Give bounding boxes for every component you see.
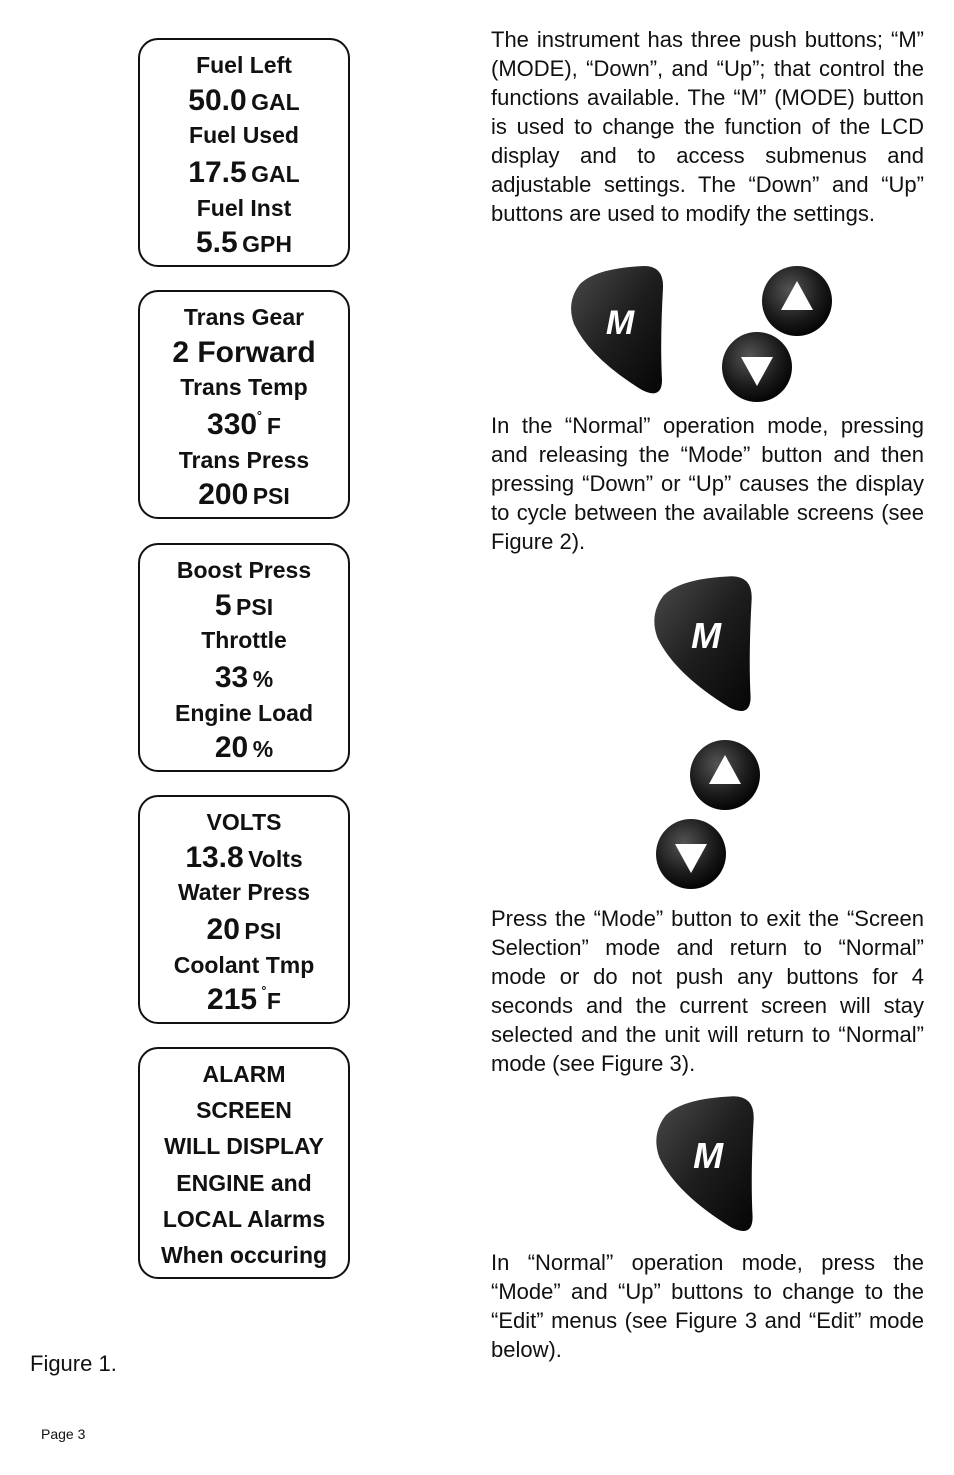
lcd-screen-engine	[138, 543, 350, 772]
lcd-screen-transmission	[138, 290, 350, 519]
screen-label: Boost Press	[176, 557, 312, 583]
mode-button-icon	[648, 572, 760, 716]
screen-unit: Volts	[248, 846, 303, 872]
screen-label: Trans Temp	[180, 374, 308, 400]
mode-button-icon	[566, 262, 670, 398]
alarm-line: ENGINE and	[176, 1170, 312, 1196]
screen-value: 330	[207, 408, 258, 441]
screen-unit: F	[266, 988, 281, 1014]
down-arrow-button-icon	[720, 330, 794, 404]
mode-button-icon	[650, 1092, 762, 1236]
screen-label: Throttle	[201, 627, 287, 653]
screen-unit: GPH	[242, 231, 292, 257]
screen-label: Engine Load	[175, 700, 313, 726]
screen-unit: PSI	[236, 594, 274, 620]
screen-label: Fuel Inst	[196, 195, 292, 221]
screen-value: 13.8	[185, 841, 244, 874]
alarm-line: When occuring	[160, 1242, 328, 1268]
up-arrow-button-icon	[760, 264, 834, 338]
screen-unit: PSI	[252, 483, 290, 509]
screen-value: 20	[214, 731, 249, 764]
alarm-line: SCREEN	[196, 1097, 292, 1123]
intro-paragraph: The instrument has three push buttons; “M” (MODE), “Down”, and “Up”; that control the functions available. The “M” (MODE) button is used to change the function of the LCD display and to access submenus and adjustable settings. The “Down” and “Up” buttons are used to modify the settings.	[491, 27, 924, 226]
screen-label: Coolant Tmp	[173, 952, 315, 978]
screen-label: Fuel Left	[196, 52, 292, 78]
screen-value: 33	[214, 661, 249, 694]
screen-value: 5.5	[195, 226, 238, 259]
screen-unit: PSI	[244, 918, 282, 944]
screen-unit: %	[252, 736, 274, 762]
degree-symbol: ˚	[257, 411, 263, 428]
screen-label: VOLTS	[206, 809, 282, 835]
down-arrow-button-icon	[654, 817, 728, 891]
normal-mode-paragraph: In the “Normal” operation mode, pressing and releasing the “Mode” button and then pressing “Down” or “Up” causes the display to cycle between the available screens (see Figure 2).	[491, 413, 924, 554]
screen-label: Water Press	[177, 879, 311, 905]
screen-label: Trans Gear	[183, 304, 305, 330]
edit-mode-paragraph: In “Normal” operation mode, press the “Mode” and “Up” buttons to change to the “Edit” menus (see Figure 3 and “Edit” mode below).	[491, 1250, 924, 1362]
degree-symbol: ˚	[261, 986, 267, 1003]
screen-unit: GAL	[251, 89, 300, 115]
mode-button-letter: M	[605, 304, 635, 342]
alarm-line: LOCAL Alarms	[162, 1206, 326, 1232]
screen-value: 215	[207, 983, 258, 1016]
screen-unit: GAL	[251, 161, 300, 187]
screen-value: 5	[214, 589, 232, 622]
up-arrow-button-icon	[688, 738, 762, 812]
figure-caption: Figure 1.	[30, 1351, 117, 1376]
page-number: Page 3	[41, 1426, 86, 1442]
screen-unit: %	[252, 666, 274, 692]
lcd-screen-electrical	[138, 795, 350, 1024]
screen-value: 2 Forward	[172, 336, 316, 369]
screen-value: 200	[198, 478, 249, 511]
screen-selection-paragraph: Press the “Mode” button to exit the “Screen Selection” mode and return to “Normal” mode or do not push any buttons for 4 seconds and the current screen will stay selected and the unit will return to “Normal” mode (see Figure 3).	[491, 906, 924, 1076]
screen-label: Trans Press	[178, 447, 310, 473]
lcd-screen-alarm	[138, 1047, 350, 1279]
screen-unit: F	[266, 413, 281, 439]
alarm-line: WILL DISPLAY	[164, 1133, 324, 1159]
screen-value: 50.0	[188, 84, 247, 117]
mode-button-letter: M	[693, 1135, 724, 1177]
screen-value: 20	[206, 913, 240, 946]
screen-label: Fuel Used	[189, 122, 299, 148]
screen-value: 17.5	[188, 156, 247, 189]
mode-button-letter: M	[691, 615, 722, 657]
alarm-line: ALARM	[202, 1061, 286, 1087]
lcd-screen-fuel	[138, 38, 350, 267]
